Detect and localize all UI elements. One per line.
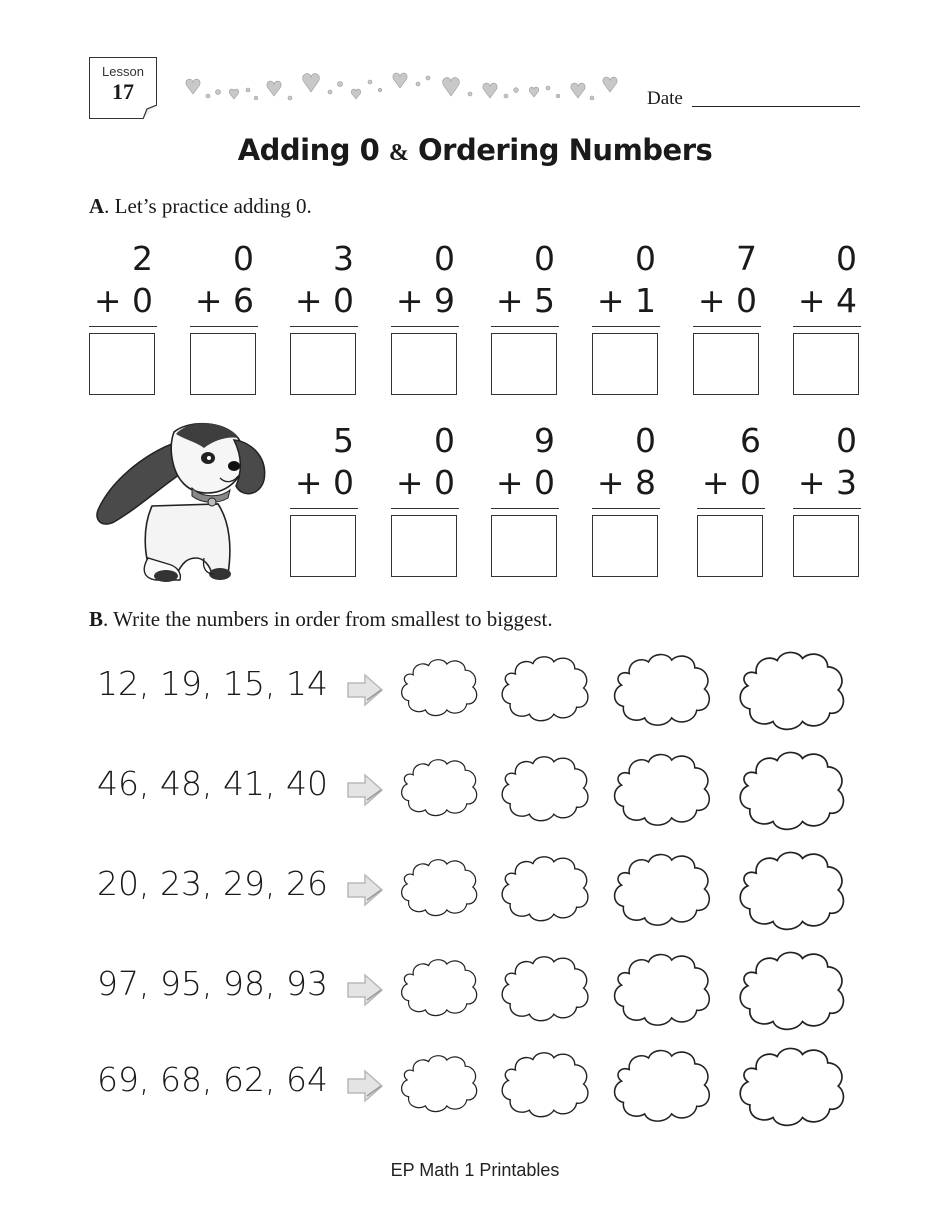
sum-line [697, 508, 765, 509]
answer-box[interactable] [290, 515, 356, 577]
title-part-1: Adding 0 [237, 133, 380, 167]
answer-cloud[interactable] [734, 1044, 852, 1128]
addend-top: 9 [534, 421, 555, 460]
answer-cloud[interactable] [498, 648, 594, 728]
addend-bottom: + 0 [395, 463, 455, 502]
sum-line [793, 508, 861, 509]
page-footer: EP Math 1 Printables [390, 1160, 560, 1180]
addition-problem [190, 238, 258, 395]
answer-cloud[interactable] [610, 748, 716, 830]
addition-problem [391, 420, 459, 577]
number-set: 12, 19, 15, 14 [97, 664, 328, 703]
answer-box[interactable] [190, 333, 256, 395]
answer-box[interactable] [793, 515, 859, 577]
lesson-number: 17 [112, 79, 134, 104]
sum-line [793, 326, 861, 327]
addend-bottom: + 8 [596, 463, 656, 502]
answer-box[interactable] [697, 515, 763, 577]
sum-line [592, 508, 660, 509]
answer-box[interactable] [793, 333, 859, 395]
sum-line [290, 508, 358, 509]
addition-problem [592, 238, 660, 395]
answer-cloud[interactable] [734, 648, 852, 732]
number-set: 46, 48, 41, 40 [97, 764, 328, 803]
section-a-text: . Let’s practice adding 0. [104, 194, 312, 218]
addition-problem [592, 420, 660, 577]
addend-top: 0 [434, 421, 455, 460]
answer-box[interactable] [592, 333, 658, 395]
right-arrow-icon [345, 972, 385, 1008]
sum-line [491, 326, 559, 327]
lesson-badge [89, 57, 157, 119]
answer-cloud[interactable] [398, 1044, 482, 1122]
addition-problem [491, 238, 559, 395]
number-set: 20, 23, 29, 26 [97, 864, 328, 903]
addend-top: 0 [434, 239, 455, 278]
addend-top: 2 [132, 239, 153, 278]
addend-top: 0 [635, 421, 656, 460]
right-arrow-icon [345, 772, 385, 808]
addend-bottom: + 4 [797, 281, 857, 320]
answer-cloud[interactable] [734, 848, 852, 932]
addend-top: 6 [740, 421, 761, 460]
addend-top: 3 [333, 239, 354, 278]
sum-line [693, 326, 761, 327]
addition-problem [491, 420, 559, 577]
addend-bottom: + 5 [495, 281, 555, 320]
answer-box[interactable] [89, 333, 155, 395]
answer-cloud[interactable] [398, 648, 482, 726]
addend-bottom: + 0 [495, 463, 555, 502]
addend-bottom: + 0 [697, 281, 757, 320]
sum-line [190, 326, 258, 327]
answer-cloud[interactable] [498, 848, 594, 928]
answer-cloud[interactable] [734, 748, 852, 832]
answer-cloud[interactable] [610, 848, 716, 930]
date-answer-line[interactable] [692, 106, 860, 107]
lesson-label: Lesson [102, 64, 144, 79]
answer-cloud[interactable] [398, 748, 482, 826]
addition-problem [697, 420, 765, 577]
section-b-instruction [89, 607, 553, 632]
answer-box[interactable] [592, 515, 658, 577]
right-arrow-icon [345, 672, 385, 708]
section-b-text: . Write the numbers in order from smallest to biggest. [103, 607, 553, 631]
answer-cloud[interactable] [610, 648, 716, 730]
ordering-row [90, 848, 870, 938]
sum-line [491, 508, 559, 509]
addend-top: 0 [233, 239, 254, 278]
ordering-row [90, 648, 870, 738]
addend-top: 0 [836, 421, 857, 460]
addition-problem [793, 238, 861, 395]
addition-problem [290, 238, 358, 395]
puppy-illustration [92, 418, 272, 584]
answer-cloud[interactable] [498, 1044, 594, 1124]
addend-bottom: + 3 [797, 463, 857, 502]
answer-box[interactable] [290, 333, 356, 395]
addend-bottom: + 0 [701, 463, 761, 502]
ordering-row [90, 1044, 870, 1134]
addend-bottom: + 9 [395, 281, 455, 320]
answer-cloud[interactable] [398, 848, 482, 926]
ordering-row [90, 748, 870, 838]
answer-cloud[interactable] [610, 948, 716, 1030]
addition-problem [693, 238, 761, 395]
addition-problem [391, 238, 459, 395]
hearts-border-decoration [172, 68, 627, 108]
worksheet-title [0, 133, 950, 167]
sum-line [89, 326, 157, 327]
answer-cloud[interactable] [610, 1044, 716, 1126]
answer-cloud[interactable] [498, 948, 594, 1028]
addend-top: 0 [836, 239, 857, 278]
addend-bottom: + 0 [93, 281, 153, 320]
date-label: Date [647, 88, 683, 109]
addition-problem [793, 420, 861, 577]
answer-cloud[interactable] [734, 948, 852, 1032]
addition-problem [89, 238, 157, 395]
addend-top: 7 [736, 239, 757, 278]
sum-line [592, 326, 660, 327]
addend-bottom: + 0 [294, 463, 354, 502]
answer-box[interactable] [391, 515, 457, 577]
answer-box[interactable] [391, 333, 457, 395]
right-arrow-icon [345, 872, 385, 908]
answer-cloud[interactable] [398, 948, 482, 1026]
addend-top: 0 [534, 239, 555, 278]
answer-box[interactable] [491, 333, 557, 395]
sum-line [391, 326, 459, 327]
addition-problem [290, 420, 358, 577]
number-set: 97, 95, 98, 93 [97, 964, 328, 1003]
number-set: 69, 68, 62, 64 [97, 1060, 328, 1099]
addend-top: 0 [635, 239, 656, 278]
right-arrow-icon [345, 1068, 385, 1104]
section-a-letter: A [89, 194, 105, 218]
answer-box[interactable] [491, 515, 557, 577]
addend-bottom: + 1 [596, 281, 656, 320]
title-ampersand: & [388, 140, 409, 166]
section-a-instruction [89, 194, 312, 219]
section-b-letter: B [89, 607, 104, 631]
addend-top: 5 [333, 421, 354, 460]
sum-line [391, 508, 459, 509]
addend-bottom: + 6 [194, 281, 254, 320]
ordering-row [90, 948, 870, 1038]
title-part-2: Ordering Numbers [418, 133, 713, 167]
addend-bottom: + 0 [294, 281, 354, 320]
page-fold-icon [143, 105, 157, 119]
answer-box[interactable] [693, 333, 759, 395]
answer-cloud[interactable] [498, 748, 594, 828]
sum-line [290, 326, 358, 327]
